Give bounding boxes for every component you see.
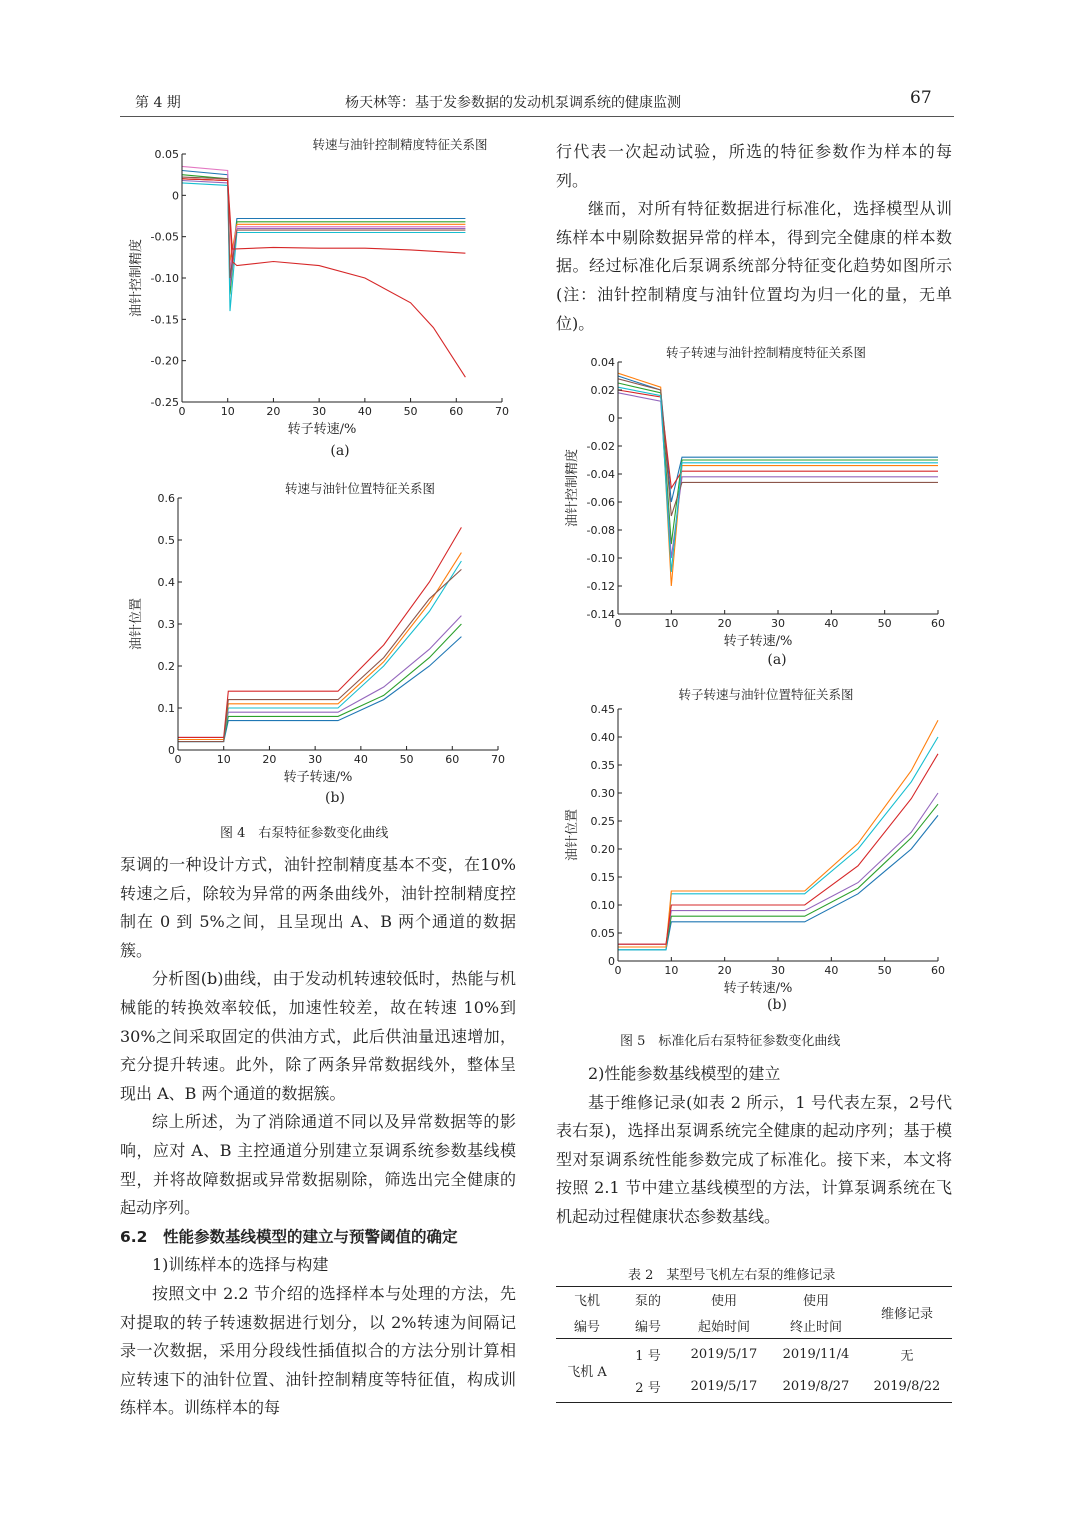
series-line [182,175,465,295]
paragraph: 分析图(b)曲线，由于发动机转速较低时，热能与机械能的转换效率较低，加速性较差，故在转速 10%到 30%之间采取固定的供油方式，此后供油量迅速增加，充分提升转速。此外，除了两条异常数据线外，整体呈现出 A、B 两个通道的数据簇。 [120,969,516,1103]
x-axis-label: 转子转速/% [287,422,357,437]
x-tick-label: 0 [174,753,182,766]
x-tick-label: 20 [717,964,732,977]
x-tick-label: 0 [178,405,186,418]
x-tick-label: 40 [357,405,372,418]
series-line [182,183,465,311]
subsection-heading: 2)性能参数基线模型的建立 [588,1064,781,1083]
series-line [178,637,461,742]
x-tick-label: 30 [308,753,323,766]
x-tick-label: 50 [399,753,414,766]
y-tick-label: 0 [168,744,175,757]
x-tick-label: 60 [931,617,945,630]
y-tick-label: 0.30 [590,787,615,800]
table-cell: 2019/5/17 [690,1347,758,1363]
y-tick-label: 0.5 [157,534,175,547]
y-tick-label: 0.40 [590,731,615,744]
right-column-text-top [556,138,952,338]
y-tick-label: 0.05 [154,148,179,161]
table-cell: 2019/11/4 [782,1347,850,1363]
table-cell: 2019/8/27 [782,1378,850,1394]
y-tick-label: 0.45 [590,703,615,716]
y-tick-label: -0.14 [586,608,615,621]
table-cell: 2 号 [635,1380,661,1396]
x-tick-label: 10 [220,405,235,418]
header-rule [120,116,954,117]
x-tick-label: 50 [403,405,418,418]
chart-title: 转速与油针位置特征关系图 [284,481,436,496]
paragraph: 综上所述，为了消除通道不同以及异常数据等的影响，应对 A、B 主控通道分别建立泵调系统参数基线模型，并将故障数据或异常数据剔除，筛选出完全健康的起动序列。 [120,1112,516,1218]
fig4b-label: (b) [325,790,345,806]
y-tick-label: 0.04 [590,356,615,369]
table-header-cell: 起始时间 [697,1319,750,1335]
series-line [618,720,938,947]
x-tick-label: 50 [877,617,892,630]
x-tick-label: 10 [664,617,679,630]
series-line [618,754,938,944]
fig5a-chart [556,340,956,654]
y-tick-label: 0.6 [157,492,175,505]
series-line [178,624,461,740]
y-tick-label: -0.02 [586,440,615,453]
y-tick-label: 0.3 [157,618,175,631]
y-tick-label: 0.2 [157,660,175,673]
table-cell: 无 [900,1349,914,1365]
x-tick-label: 10 [664,964,679,977]
x-axis-label: 转子转速/% [723,981,793,996]
table-row [556,1339,952,1371]
table-caption: 表 2 某型号飞机左右泵的维修记录 [628,1268,836,1283]
series-line [182,181,465,287]
x-tick-label: 20 [262,753,277,766]
y-axis-label: 油针位置 [565,808,580,862]
series-line [618,737,938,950]
y-tick-label: -0.25 [150,396,179,409]
fig4a-label: (a) [330,443,350,459]
y-tick-label: 0.05 [590,927,615,940]
y-tick-label: -0.20 [150,354,179,368]
series-line [178,569,461,741]
series-line [182,179,465,262]
x-tick-label: 20 [717,617,732,630]
table-header-cell: 编号 [634,1319,661,1335]
x-tick-label: 30 [312,405,327,418]
y-tick-label: -0.15 [150,313,179,327]
x-tick-label: 60 [449,405,464,418]
x-tick-label: 70 [495,405,509,418]
table-header-cell: 使用 [710,1294,737,1310]
y-tick-label: 0.20 [590,843,615,856]
table-cell: 1 号 [635,1349,661,1365]
y-axis-label: 油针位置 [129,597,144,651]
table-cell: 飞机 A [567,1365,607,1380]
y-tick-label: -0.06 [586,496,615,509]
y-tick-label: 0.25 [590,815,615,828]
series-line [618,383,938,544]
table-header-cell: 飞机 [573,1294,600,1310]
y-tick-label: -0.10 [586,552,615,565]
chart-title: 转子转速与油针位置特征关系图 [678,687,854,702]
paragraph: 基于维修记录(如表 2 所示，1 号代表左泵，2号代表右泵)，选择出泵调系统完全健康的起动序列；基于模型对泵调系统性能参数完成了标准化。接下来，本文将按照 2.1 节中建立基线模型的方法，计算泵调系统在飞机起动过程健康状态参数基线。 [556,1092,952,1226]
x-tick-label: 20 [266,405,281,418]
table-cell: 2019/8/22 [873,1378,941,1394]
y-tick-label: -0.08 [586,524,615,537]
series-line [178,616,461,738]
section-heading: 6.2 性能参数基线模型的建立与预警阈值的确定 [120,1227,458,1246]
y-tick-label: -0.04 [586,468,615,481]
x-tick-label: 40 [353,753,368,766]
chart-title: 转子转速与油针控制精度特征关系图 [665,345,867,360]
x-axis-label: 转子转速/% [723,634,793,649]
x-tick-label: 0 [614,617,622,630]
y-tick-label: 0 [608,412,615,425]
y-tick-label: -0.12 [586,580,615,593]
table-cell: 2019/5/17 [690,1378,758,1394]
fig5b-label: (b) [767,997,787,1013]
y-tick-label: 0 [608,955,615,968]
maintenance-table [556,1286,952,1403]
y-tick-label: -0.05 [150,230,179,244]
y-tick-label: 0.35 [590,759,615,772]
y-tick-label: 0.4 [157,576,175,589]
y-tick-label: 0 [172,189,179,203]
series-line [182,179,465,253]
table-header-cell: 编号 [573,1319,600,1335]
x-tick-label: 60 [931,964,945,977]
issue-number: 第 4 期 [135,95,181,111]
x-axis-label: 转子转速/% [283,770,353,785]
x-tick-label: 60 [445,753,460,766]
x-tick-label: 10 [216,753,231,766]
series-line [178,553,461,740]
series-line [178,561,461,742]
y-tick-label: 0.02 [590,384,615,397]
series-line [178,527,461,737]
chart-title: 转速与油针控制精度特征关系图 [312,137,488,152]
y-axis-label: 油针控制精度 [565,448,580,528]
table-header-cell: 泵的 [634,1294,661,1310]
x-tick-label: 40 [824,617,839,630]
x-tick-label: 70 [491,753,505,766]
fig5-caption: 图 5 标准化后右泵特征参数变化曲线 [620,1034,841,1049]
paragraph: 泵调的一种设计方式，油针控制精度基本不变，在10%转速之后，除较为异常的两条曲线外，油针控制精度控制在 0 到 5%之间，且呈现出 A、B 两个通道的数据簇。 [120,855,516,960]
fig5a-label: (a) [767,652,787,668]
y-tick-label: 0.10 [590,899,615,912]
paragraph: 行代表一次起动试验，所选的特征参数作为样本的每列。 [556,142,952,190]
y-axis-label: 油针控制精度 [129,238,144,318]
y-tick-label: -0.10 [150,272,179,285]
series-line [182,179,465,377]
x-tick-label: 30 [771,964,785,977]
page-number: 67 [910,88,932,108]
table-header-cell: 维修记录 [880,1307,933,1322]
right-column-text-bottom [556,1060,952,1232]
running-title: 杨天林等：基于发参数据的发动机泵调系统的健康监测 [345,95,681,111]
fig4a-chart [120,130,540,437]
fig4b-chart [120,470,540,789]
x-tick-label: 0 [614,964,622,977]
table-header-cell: 使用 [802,1294,829,1310]
left-column-text [120,851,516,1423]
series-line [618,387,938,572]
fig4-caption: 图 4 右泵特征参数变化曲线 [220,826,389,841]
paragraph: 按照文中 2.2 节介绍的选择样本与处理的方法，先对提取的转子转速数据进行划分，以 2%转速为间隔记录一次数据，采用分段线性插值拟合的方法分别计算相应转速下的油针位置、油针控制精度等特征值，构成训练样本。训练样本的每 [120,1283,516,1418]
y-tick-label: 0.15 [590,871,615,884]
series-line [618,815,938,949]
x-tick-label: 50 [877,964,892,977]
subsection-heading: 1)训练样本的选择与构建 [152,1255,329,1275]
y-tick-label: 0.1 [157,702,175,715]
fig5b-chart [556,682,956,1001]
x-tick-label: 30 [771,617,785,630]
series-line [182,177,465,278]
paragraph: 继而，对所有特征数据进行标准化，选择模型从训练样本中剔除数据异常的样本，得到完全健康的样本数据。经过标准化后泵调系统部分特征变化趋势如图所示(注：油针控制精度与油针位置均为归一化的量，无单位)。 [556,199,952,333]
x-tick-label: 40 [824,964,839,977]
table-header-cell: 终止时间 [789,1319,842,1335]
